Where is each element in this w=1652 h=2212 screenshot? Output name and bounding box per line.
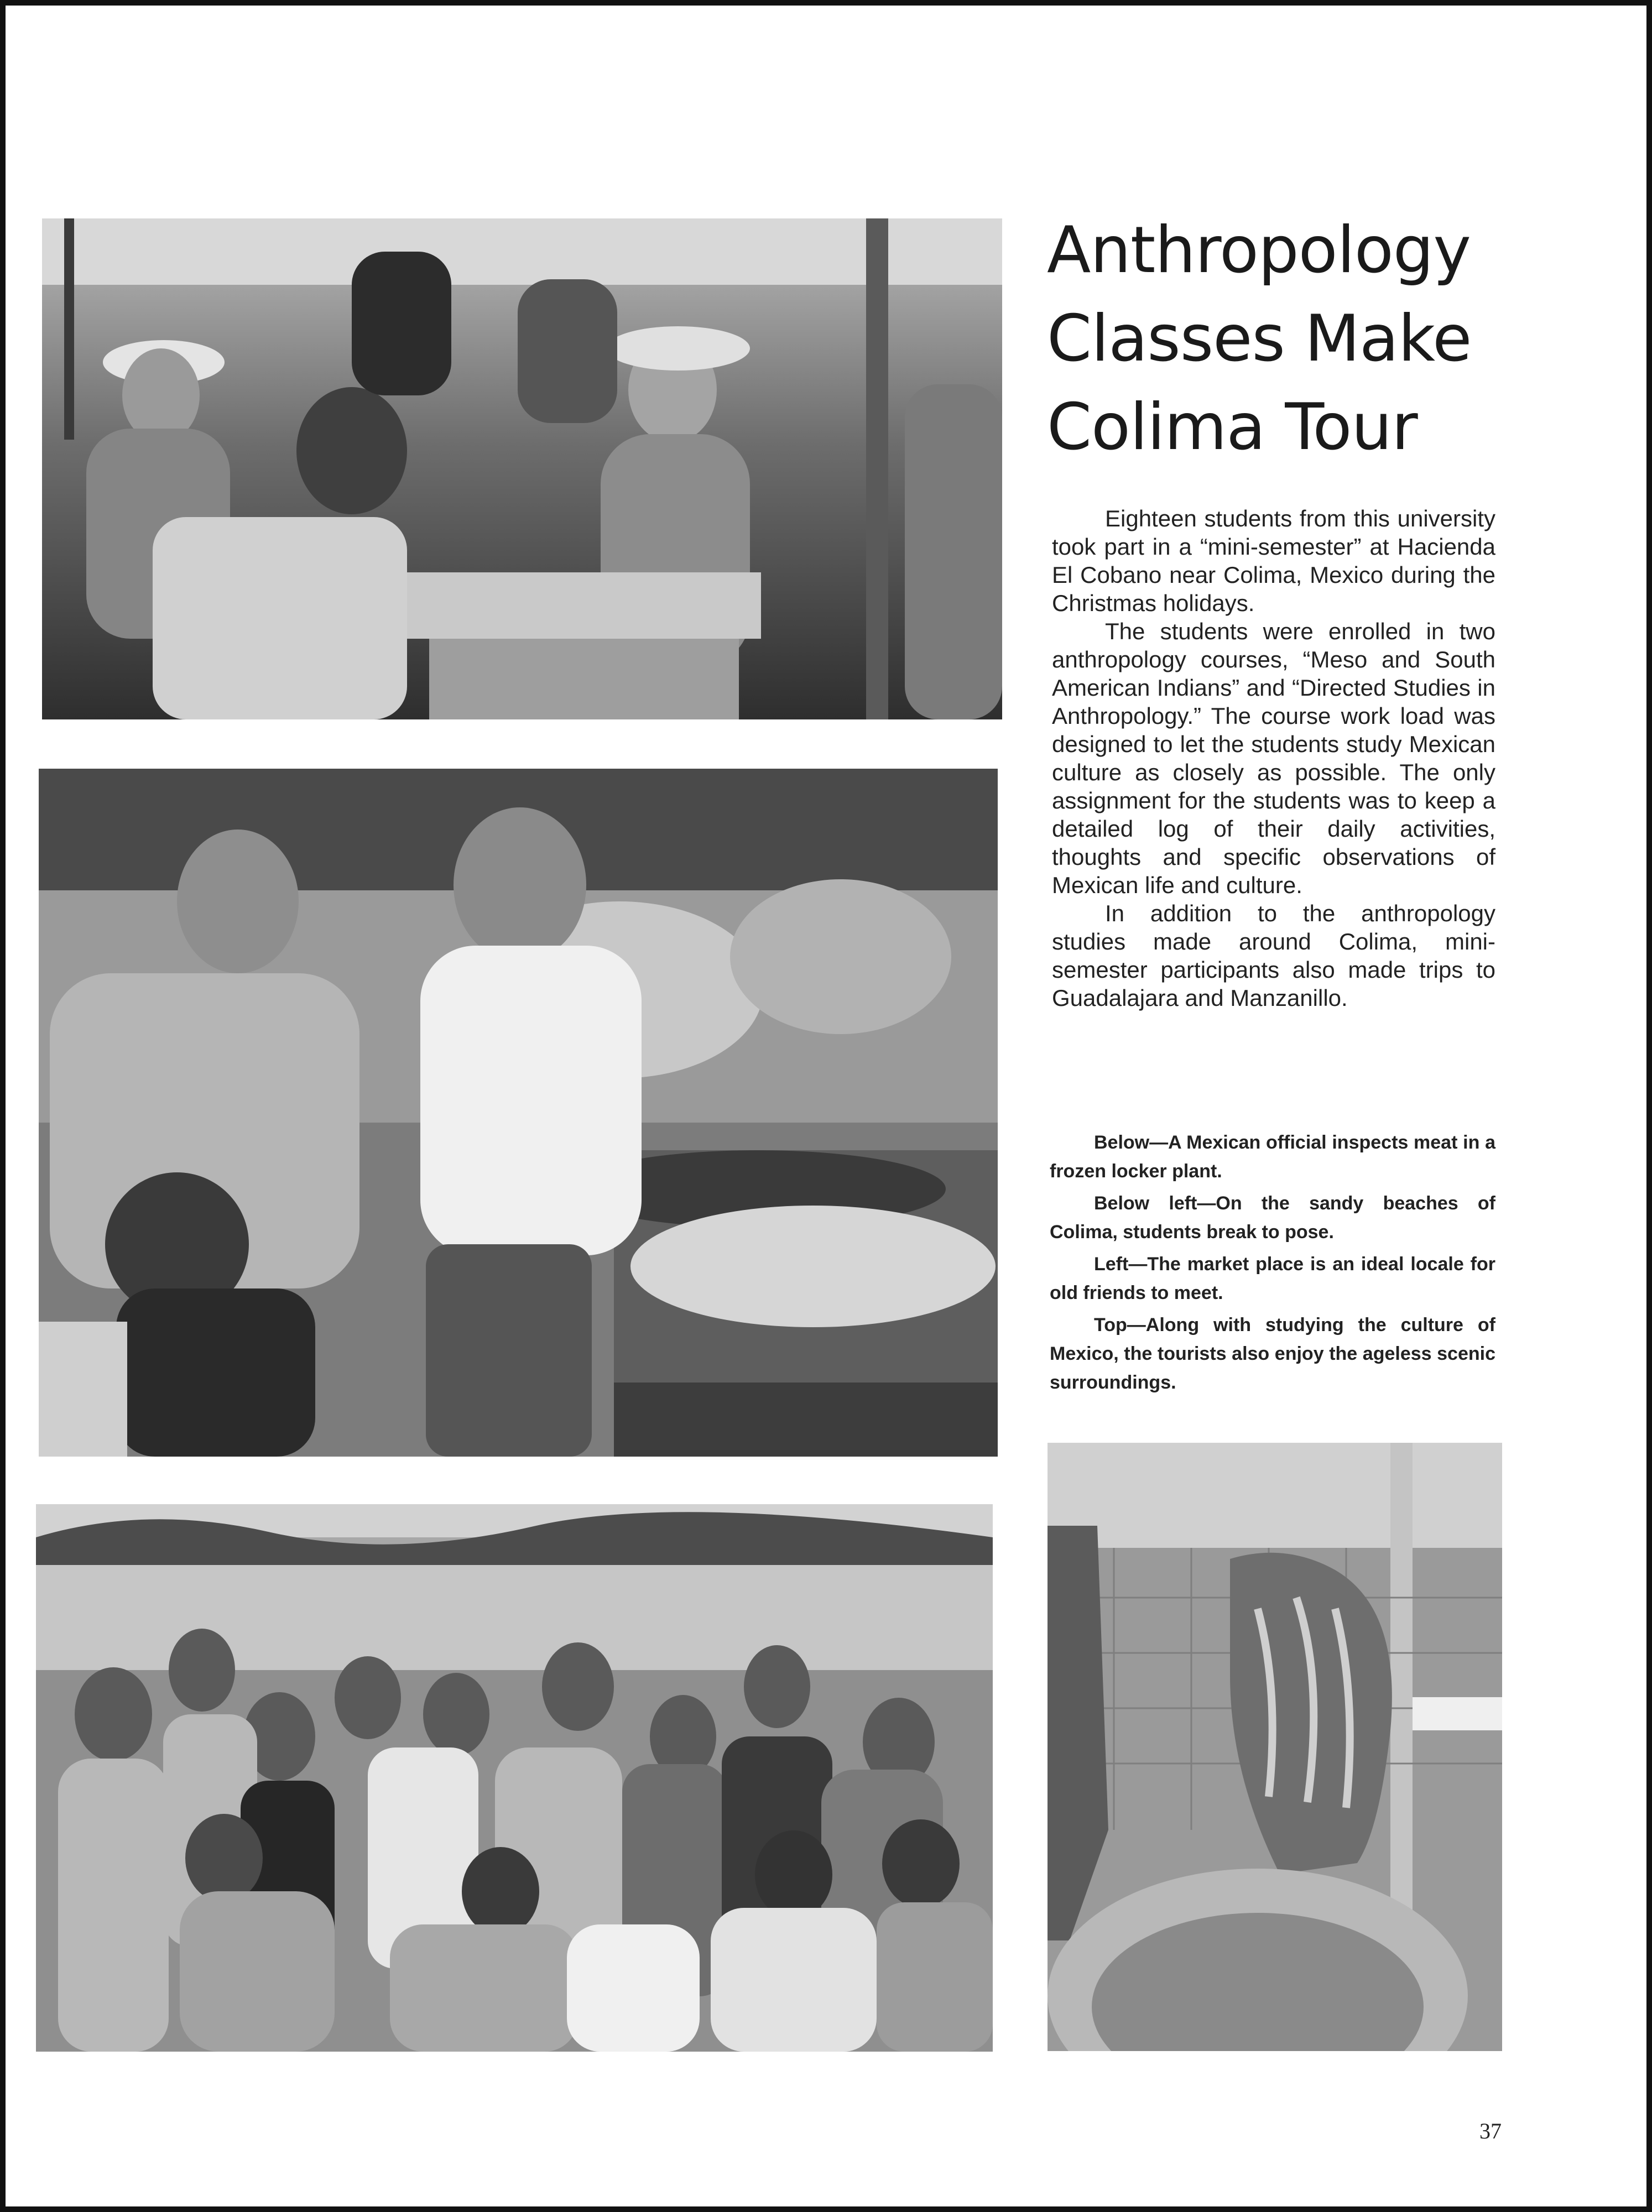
caption-left: Left—The market place is an ideal locale for old friends to meet. (1050, 1254, 1495, 1303)
photo-captions (1050, 1128, 1495, 1400)
photo-market-place (39, 769, 998, 1457)
article-title (1047, 206, 1517, 472)
body-paragraph-3: In addition to the anthropology studies made around Colima, mini-semester participants also made trips to Guadalajara and Manzanillo. (1052, 900, 1495, 1011)
body-paragraph-1: Eighteen students from this university took part in a “mini-semester” at Hacienda El Cobano near Colima, Mexico during the Christmas holidays. (1052, 505, 1495, 616)
photo-students-at-table (42, 218, 1002, 719)
body-paragraph-2: The students were enrolled in two anthropology courses, “Meso and South American Indians” and “Directed Studies in Anthropology.” The course work load was designed to let the students study Mexican culture as closely as possible. The only assignment for the students was to keep a detailed log of their daily activities, thoughts and specific observations of Mexican life and culture. (1052, 618, 1495, 898)
photo-beach-group (36, 1504, 993, 2052)
title-line-1: Anthropology (1047, 213, 1471, 288)
caption-below: Below—A Mexican official inspects meat in a frozen locker plant. (1050, 1132, 1495, 1182)
photo-beach-group-image (36, 1504, 993, 2052)
photo-market-place-image (39, 769, 998, 1457)
caption-below-left: Below left—On the sandy beaches of Colima, students break to pose. (1050, 1193, 1495, 1243)
photo-students-at-table-image (42, 218, 1002, 719)
photo-meat-inspection (1048, 1443, 1502, 2051)
title-line-2: Classes Make (1047, 301, 1472, 376)
title-line-3: Colima Tour (1047, 390, 1418, 465)
article-body (1052, 504, 1495, 1012)
photo-meat-inspection-image (1048, 1443, 1502, 2051)
caption-top: Top—Along with studying the culture of Mexico, the tourists also enjoy the ageless scenic surroundings. (1050, 1314, 1495, 1393)
page-number: 37 (1479, 2119, 1502, 2143)
